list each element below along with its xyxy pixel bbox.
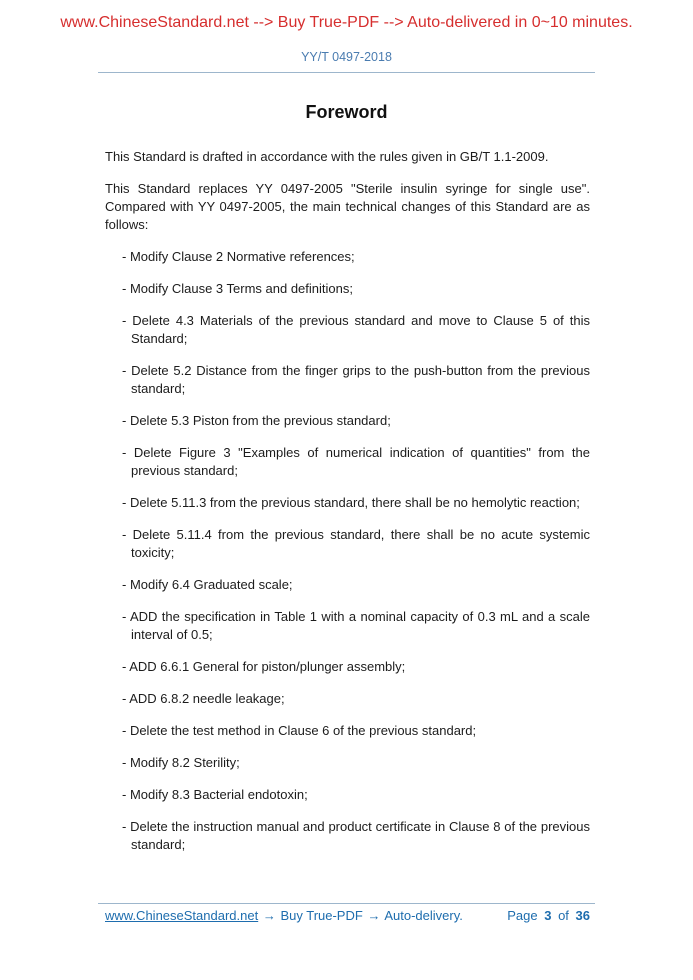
list-item: - ADD 6.8.2 needle leakage; bbox=[122, 691, 285, 706]
document-body bbox=[105, 148, 590, 854]
list-item: - Delete 5.2 Distance from the finger grips to the push-button from the previous standard; bbox=[122, 363, 590, 396]
paragraph-drafted: This Standard is drafted in accordance with the rules given in GB/T 1.1-2009. bbox=[105, 149, 549, 164]
page-label: Page bbox=[507, 908, 538, 923]
page-current: 3 bbox=[544, 908, 552, 923]
list-item: - Modify Clause 2 Normative references; bbox=[122, 249, 355, 264]
footer-links bbox=[105, 908, 463, 924]
list-item: - Delete 5.11.4 from the previous standard, there shall be no acute systemic toxicity; bbox=[122, 527, 590, 560]
standard-number: YY/T 0497-2018 bbox=[301, 50, 392, 64]
footer-buy-text: Buy True-PDF bbox=[280, 908, 363, 923]
list-item: - Modify 6.4 Graduated scale; bbox=[122, 577, 293, 592]
page-footer bbox=[98, 903, 595, 924]
list-item: - Modify Clause 3 Terms and definitions; bbox=[122, 281, 353, 296]
technical-changes-list bbox=[105, 248, 590, 854]
page-of-label: of bbox=[558, 908, 569, 923]
list-item: - ADD 6.6.1 General for piston/plunger assembly; bbox=[122, 659, 406, 674]
page-title: Foreword bbox=[305, 102, 388, 122]
list-item: - Modify 8.2 Sterility; bbox=[122, 755, 240, 770]
list-item: - Delete Figure 3 "Examples of numerical indication of quantities" from the previous standard; bbox=[122, 445, 590, 478]
list-item: - Delete the test method in Clause 6 of the previous standard; bbox=[122, 723, 477, 738]
list-item: - ADD the specification in Table 1 with a nominal capacity of 0.3 mL and a scale interval of 0.5; bbox=[122, 609, 590, 642]
list-item: - Modify 8.3 Bacterial endotoxin; bbox=[122, 787, 308, 802]
paragraph-replaces: This Standard replaces YY 0497-2005 "Sterile insulin syringe for single use". Compared with YY 0497-2005, the main technical changes of this Standard are as follows: bbox=[105, 181, 590, 232]
page-indicator bbox=[507, 908, 590, 924]
footer-site-link[interactable]: www.ChineseStandard.net bbox=[105, 908, 259, 923]
footer-delivery-text: Auto-delivery. bbox=[384, 908, 463, 923]
arrow-right-icon: → bbox=[262, 908, 276, 923]
list-item: - Delete the instruction manual and product certificate in Clause 8 of the previous standard; bbox=[122, 819, 590, 852]
header-divider bbox=[98, 72, 595, 73]
page-total: 36 bbox=[575, 908, 590, 923]
arrow-right-icon: → bbox=[367, 908, 381, 923]
list-item: - Delete 5.11.3 from the previous standard, there shall be no hemolytic reaction; bbox=[122, 495, 580, 510]
header-banner: www.ChineseStandard.net --> Buy True-PDF --> Auto-delivered in 0~10 minutes. bbox=[60, 14, 633, 31]
list-item: - Delete 5.3 Piston from the previous standard; bbox=[122, 413, 391, 428]
list-item: - Delete 4.3 Materials of the previous standard and move to Clause 5 of this Standard; bbox=[122, 313, 590, 346]
